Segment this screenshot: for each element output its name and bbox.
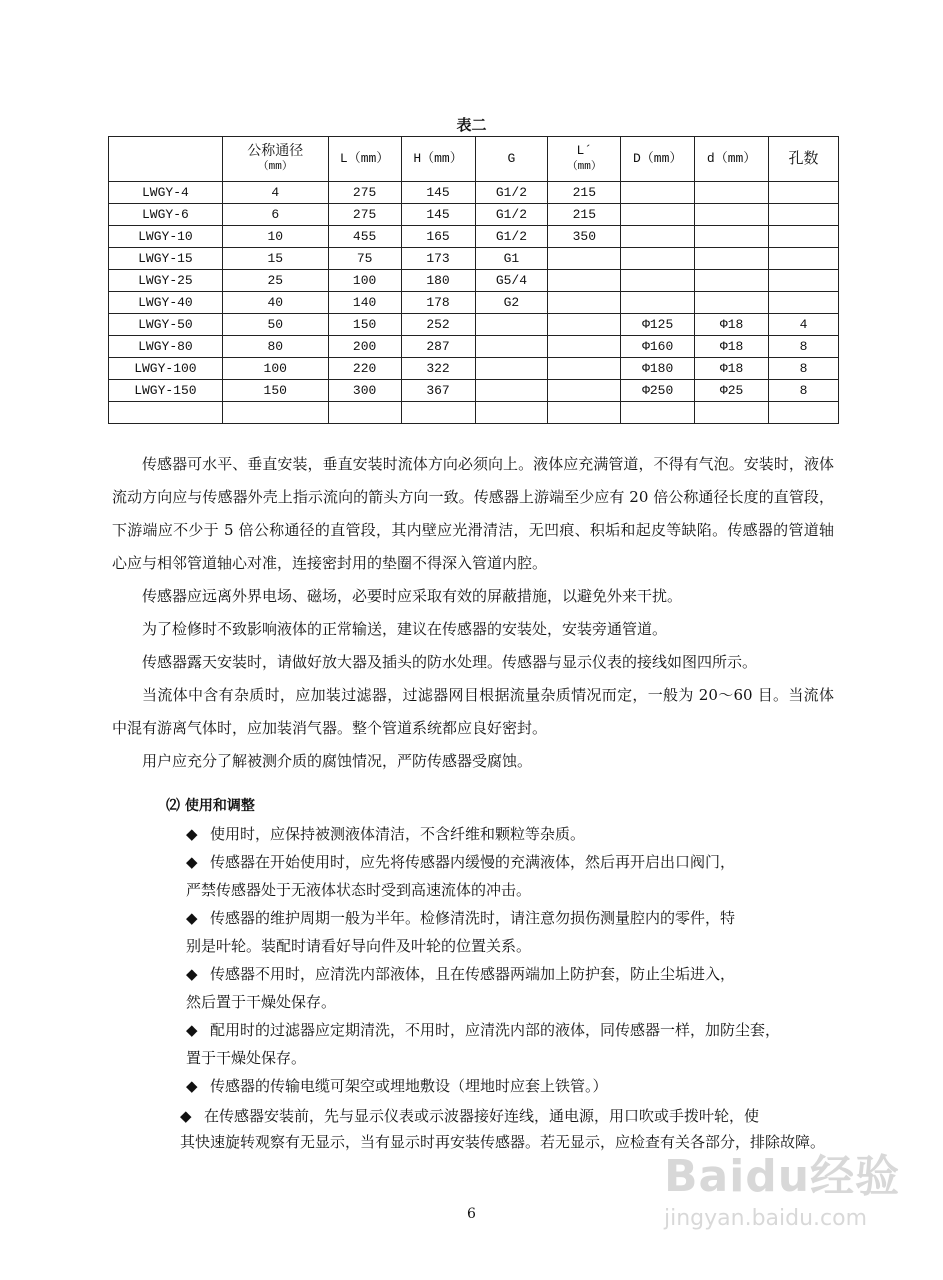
table-row (109, 380, 839, 402)
table-cell (401, 402, 475, 424)
table-row (109, 402, 839, 424)
table-cell: 145 (401, 204, 475, 226)
diamond-bullet-icon: ◆ (186, 965, 198, 983)
diamond-bullet-icon: ◆ (186, 1021, 198, 1039)
table-cell: LWGY-25 (109, 270, 223, 292)
table-cell (621, 402, 695, 424)
table-cell: LWGY-15 (109, 248, 223, 270)
table-row (109, 182, 839, 204)
table-cell (695, 204, 769, 226)
table-cell: G5/4 (475, 270, 548, 292)
table-row (109, 358, 839, 380)
watermark-logo: Baidu经验 (664, 1151, 901, 1202)
table-cell: 10 (222, 226, 328, 248)
table-cell: LWGY-4 (109, 182, 223, 204)
paragraph: 传感器应远离外界电场、磁场，必要时应采取有效的屏蔽措施，以避免外来干扰。 (142, 587, 683, 605)
table-row (109, 292, 839, 314)
bullet-item: ◆ 传感器不用时，应清洗内部液体，且在传感器两端加上防护套，防止尘垢进入， (186, 960, 836, 988)
table-cell: Φ160 (621, 336, 695, 358)
table-cell (769, 402, 839, 424)
header-cell-h: H（mm） (401, 137, 475, 182)
table-cell: G2 (475, 292, 548, 314)
table-cell (548, 402, 621, 424)
spec-table (108, 136, 839, 424)
table-cell: 300 (328, 380, 401, 402)
table-cell: Φ125 (621, 314, 695, 336)
diamond-bullet-icon: ◆ (186, 853, 198, 871)
table-cell (109, 402, 223, 424)
table-cell: 215 (548, 204, 621, 226)
diamond-bullet-icon: ◆ (180, 1107, 192, 1125)
table-cell: LWGY-6 (109, 204, 223, 226)
table-cell: 100 (328, 270, 401, 292)
table-row (109, 248, 839, 270)
table-cell (475, 380, 548, 402)
table-cell (769, 226, 839, 248)
table-cell (475, 336, 548, 358)
bullet-continuation-last: 其快速旋转观察有无显示，当有显示时再安装传感器。若无显示，应检查有关各部分，排除故障。 (180, 1133, 826, 1151)
baidu-jingyan-watermark (664, 1140, 924, 1250)
table-row (109, 336, 839, 358)
table-row (109, 226, 839, 248)
table-cell: 215 (548, 182, 621, 204)
table-cell: 8 (769, 336, 839, 358)
table-cell (695, 182, 769, 204)
table-cell: 6 (222, 204, 328, 226)
table-cell (769, 182, 839, 204)
table-cell: LWGY-50 (109, 314, 223, 336)
table-cell (548, 336, 621, 358)
table-cell: G1 (475, 248, 548, 270)
table-cell (475, 358, 548, 380)
paragraph: 用户应充分了解被测介质的腐蚀情况，严防传感器受腐蚀。 (142, 752, 533, 770)
table-cell: 40 (222, 292, 328, 314)
table-cell: 165 (401, 226, 475, 248)
table-cell (769, 292, 839, 314)
table-cell (548, 292, 621, 314)
table-cell: Φ250 (621, 380, 695, 402)
table-row (109, 204, 839, 226)
table-cell: 287 (401, 336, 475, 358)
table-cell: 15 (222, 248, 328, 270)
bullet-continuation: 别是叶轮。装配时请看好导向件及叶轮的位置关系。 (186, 937, 532, 955)
table-cell (222, 402, 328, 424)
table-cell (769, 248, 839, 270)
diamond-bullet-icon: ◆ (186, 1077, 198, 1095)
table-cell: 322 (401, 358, 475, 380)
diamond-bullet-icon: ◆ (186, 825, 198, 843)
table-cell (695, 292, 769, 314)
table-cell: 275 (328, 182, 401, 204)
table-cell: 367 (401, 380, 475, 402)
diamond-bullet-icon: ◆ (186, 909, 198, 927)
table-cell: Φ18 (695, 314, 769, 336)
header-cell-d-upper: D（mm） (621, 137, 695, 182)
table-cell: Φ25 (695, 380, 769, 402)
bullet-item: ◆ 传感器的维护周期一般为半年。检修清洗时，请注意勿损伤测量腔内的零件，特 (186, 904, 836, 932)
table-cell: 180 (401, 270, 475, 292)
bullet-item: ◆ 传感器的传输电缆可架空或埋地敷设（埋地时应套上铁管。） (186, 1072, 836, 1100)
table-cell: 145 (401, 182, 475, 204)
table-cell: 100 (222, 358, 328, 380)
table-cell (621, 270, 695, 292)
table-cell: 25 (222, 270, 328, 292)
table-cell: 80 (222, 336, 328, 358)
bullet-item: ◆ 传感器在开始使用时，应先将传感器内缓慢的充满液体，然后再开启出口阀门， (186, 848, 836, 876)
table-row (109, 314, 839, 336)
table-cell: 350 (548, 226, 621, 248)
table-cell (548, 358, 621, 380)
table-cell (548, 314, 621, 336)
bullet-continuation: 置于干燥处保存。 (186, 1049, 307, 1067)
table-cell: 178 (401, 292, 475, 314)
table-cell: 150 (222, 380, 328, 402)
section-title: ⑵ 使用和调整 (166, 798, 255, 814)
header-cell (109, 137, 223, 182)
table-cell (621, 204, 695, 226)
table-cell (695, 226, 769, 248)
table-cell (548, 270, 621, 292)
table-cell: 4 (222, 182, 328, 204)
header-cell-d-lower: d（mm） (695, 137, 769, 182)
table-row (109, 270, 839, 292)
table-cell (475, 314, 548, 336)
usage-bullet-list (186, 820, 836, 1100)
table-cell (695, 402, 769, 424)
table-cell (621, 292, 695, 314)
table-cell (621, 182, 695, 204)
table-cell (695, 270, 769, 292)
table-cell: 252 (401, 314, 475, 336)
table-cell: 455 (328, 226, 401, 248)
table-cell (475, 402, 548, 424)
header-cell-nominal-diameter: 公称通径 （mm） (222, 137, 328, 182)
table-cell: 275 (328, 204, 401, 226)
watermark-url: jingyan.baidu.com (664, 1206, 868, 1231)
paragraph: 当流体中含有杂质时，应加装过滤器，过滤器网目根据流量杂质情况而定，一般为 20～60 目。当流体中混有游离气体时，应加装消气器。整个管道系统都应良好密封。 (112, 686, 834, 737)
table-cell: 75 (328, 248, 401, 270)
table-cell: 8 (769, 380, 839, 402)
table-cell: 150 (328, 314, 401, 336)
bullet-item: ◆ 配用时的过滤器应定期清洗，不用时，应清洗内部的液体，同传感器一样，加防尘套， (186, 1016, 836, 1044)
header-cell-l-prime: L´ （mm） (548, 137, 621, 182)
table-cell (769, 270, 839, 292)
table-cell: G1/2 (475, 182, 548, 204)
page-number: 6 (467, 1206, 476, 1222)
table-cell (621, 226, 695, 248)
bullet-item-last: ◆ 在传感器安装前，先与显示仪表或示波器接好连线，通电源，用口吹或手拨叶轮，使 (180, 1103, 836, 1129)
table-cell: 50 (222, 314, 328, 336)
table-cell (769, 204, 839, 226)
header-cell-l: L（mm） (328, 137, 401, 182)
table-cell: 200 (328, 336, 401, 358)
table-cell (548, 248, 621, 270)
header-cell-g: G (475, 137, 548, 182)
table-cell: LWGY-100 (109, 358, 223, 380)
table-cell: G1/2 (475, 204, 548, 226)
table-cell: 220 (328, 358, 401, 380)
table-cell: Φ18 (695, 358, 769, 380)
bullet-item: ◆ 使用时，应保持被测液体清洁，不含纤维和颗粒等杂质。 (186, 820, 836, 848)
table-cell: LWGY-10 (109, 226, 223, 248)
table-cell (695, 248, 769, 270)
table-cell: 140 (328, 292, 401, 314)
table-caption: 表二 (456, 116, 487, 134)
table-cell: Φ180 (621, 358, 695, 380)
paragraph: 传感器露天安装时，请做好放大器及插头的防水处理。传感器与显示仪表的接线如图四所示。 (142, 653, 758, 671)
table-cell: G1/2 (475, 226, 548, 248)
table-cell: 8 (769, 358, 839, 380)
header-cell-holes: 孔数 (769, 137, 839, 182)
table-cell (548, 380, 621, 402)
table-cell: Φ18 (695, 336, 769, 358)
table-cell: LWGY-80 (109, 336, 223, 358)
installation-text (112, 448, 834, 778)
table-cell: LWGY-150 (109, 380, 223, 402)
bullet-continuation: 严禁传感器处于无液体状态时受到高速流体的冲击。 (186, 881, 532, 899)
table-cell: 173 (401, 248, 475, 270)
table-cell: 4 (769, 314, 839, 336)
paragraph: 传感器可水平、垂直安装，垂直安装时流体方向必须向上。液体应充满管道，不得有气泡。安装时，液体流动方向应与传感器外壳上指示流向的箭头方向一致。传感器上游端至少应有 20 倍公称通径长度的直管段，下游端应不少于 5 倍公称通径的直管段，其内壁应光滑清洁，无凹痕、积垢和起皮等缺陷。传感器的管道轴心应与相邻管道轴心对准，连接密封用的垫圈不得深入管道内腔。 (112, 455, 834, 572)
bullet-continuation: 然后置于干燥处保存。 (186, 993, 337, 1011)
table-cell: LWGY-40 (109, 292, 223, 314)
paragraph: 为了检修时不致影响液体的正常输送，建议在传感器的安装处，安装旁通管道。 (142, 620, 668, 638)
table-header-row (109, 137, 839, 182)
table-cell (328, 402, 401, 424)
table-cell (621, 248, 695, 270)
